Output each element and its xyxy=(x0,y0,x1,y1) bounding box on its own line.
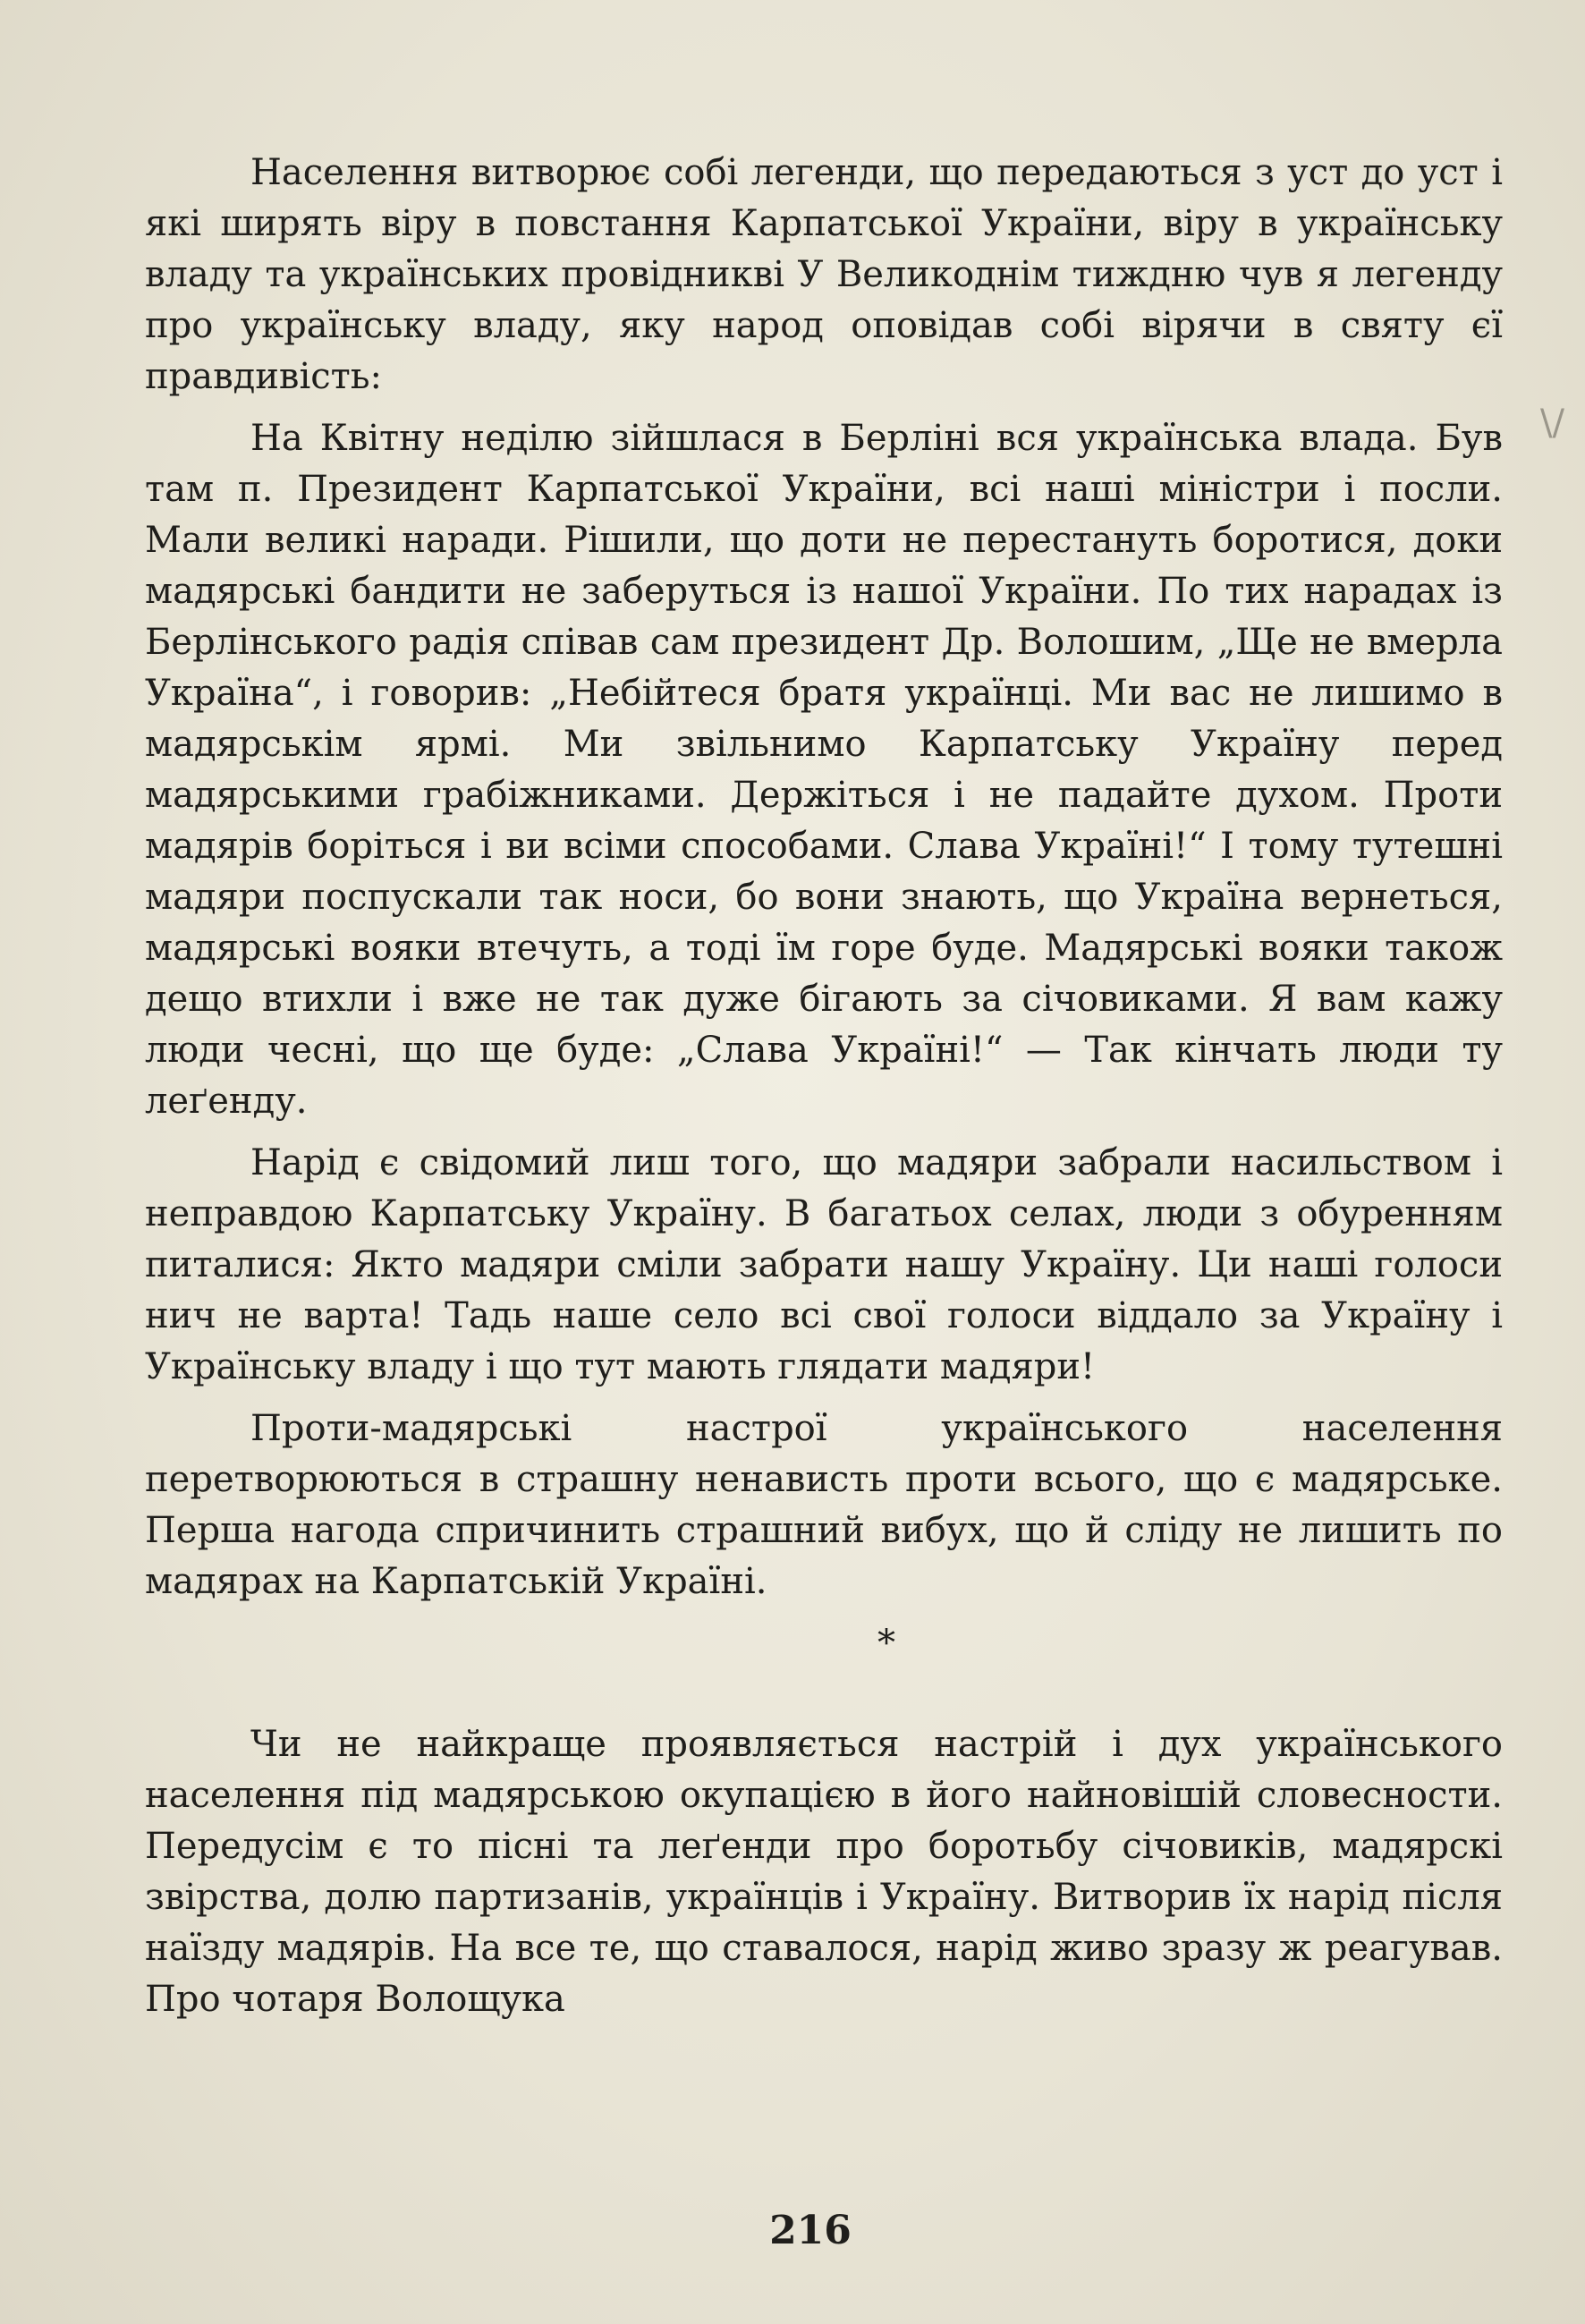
paragraph-anti-magyar-mood: Проти-мадярські настрої українського населення перетворюються в страшну ненависть проти всього, що є мадярське. Перша нагода спричинить страшний вибух, що й сліду не лишить по мадярах на Карпатській Україні. xyxy=(145,1408,1503,1602)
section-separator: * xyxy=(877,1623,895,1664)
page-text xyxy=(145,148,1503,2036)
margin-pencil-mark: \/ xyxy=(1540,403,1564,444)
page-number: 216 xyxy=(769,2208,852,2253)
paragraph-people-aware: Нарід є свідомий лиш того, що мадяри забрали насильством і неправдою Карпатську Україну. В багатьох селах, люди з обуренням питалися: Якто мадяри сміли забрати нашу Україну. Ци наші голоси нич не варта! Тадь наше село всі свої голоси віддало за Україну і Українську владу і що тут мають глядати мадяри! xyxy=(145,1142,1503,1387)
paragraph-folk-literature: Чи не найкраще проявляється настрій і дух українського населення під мадярською окупацією в його найновішій словесности. Передусім є то пісні та леґенди про боротьбу січовиків, мадярскі звірства, долю партизанів, українців і Україну. Витворив їх нарід після наїзду мадярів. На все те, що ставалося, нарід живо зразу ж реагував. Про чотаря Волощука xyxy=(145,1724,1503,2020)
paragraph-legend-text: На Квітну неділю зійшлася в Берліні вся українська влада. Був там п. Президент Карпатської України, всі наші міністри і посли. Мали великі наради. Рішили, що доти не перестануть боротися, доки мадярські бандити не заберуться із нашої України. По тих нарадах із Берлінського радія співав сам президент Др. Волошим, „Ще не вмерла Україна“, і говорив: „Небійтеся братя українці. Ми вас не лишимо в мадярськім ярмі. Ми звільнимо Карпатську Україну перед мадярськими грабіжниками. Держіться і не падайте духом. Проти мадярів боріться і ви всіми способами. Слава Україні!“ І тому тутешні мадяри поспускали так носи, бо вони знають, що Україна вернеться, мадярські вояки втечуть, а тоді їм горе буде. Мадярські вояки також дещо втихли і вже не так дуже бігають за січовиками. Я вам кажу люди чесні, що ще буде: „Слава Україні!“ — Так кінчать люди ту леґенду. xyxy=(145,418,1503,1122)
paragraph-legends-intro: Населення витворює собі легенди, що передаються з уст до уст і які ширять віру в повстання Карпатської України, віру в українську владу та українських провідникві У Великоднім тиждню чув я легенду про українську владу, яку народ оповідав собі вірячи в святу єї правдивість: xyxy=(145,152,1503,397)
